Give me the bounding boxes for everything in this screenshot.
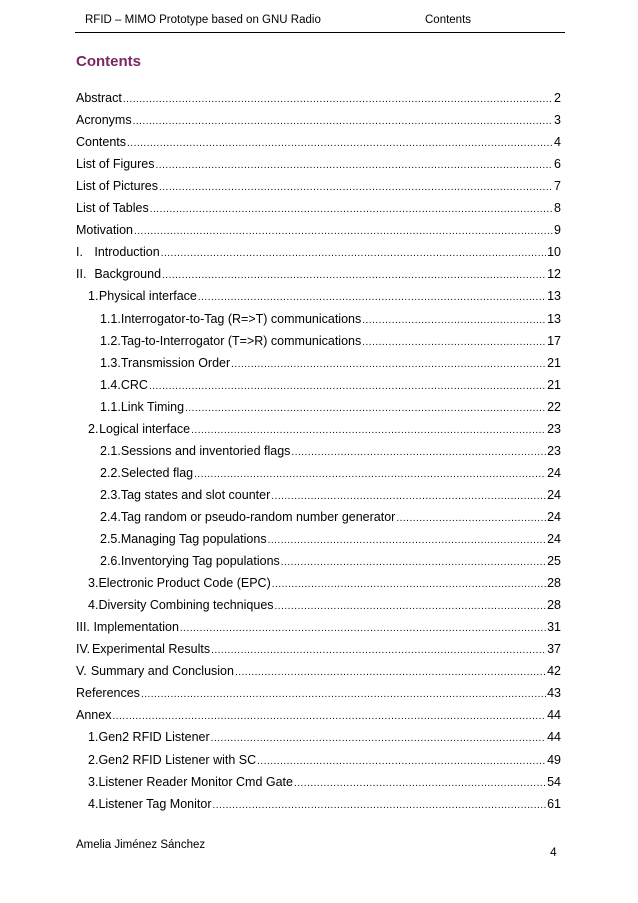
toc-entry-title: Acronyms [76,113,132,128]
toc-entry-page: 7 [554,179,561,194]
toc-entry-title: Implementation [93,620,179,635]
toc-entry-page: 28 [547,598,561,613]
toc-dot-leader [150,200,553,220]
toc-dot-leader [362,311,546,331]
toc-entry[interactable] [76,88,561,108]
toc-dot-leader [112,707,546,727]
toc-entry-page: 8 [554,201,561,216]
toc-entry-number: 1.3. [100,355,121,370]
toc-entry[interactable] [76,529,561,549]
toc-dot-leader [396,509,546,529]
toc-dot-leader [162,266,546,286]
toc-entry[interactable] [76,485,561,505]
toc-entry-page: 44 [547,708,561,723]
toc-entry-number: 3. [88,774,99,789]
toc-entry-title: Background [94,267,162,282]
toc-entry[interactable] [76,507,561,527]
toc-entry-number: II. [76,267,87,282]
toc-entry-page: 12 [547,267,561,282]
toc-dot-leader [194,465,546,485]
toc-dot-leader [123,90,553,110]
toc-entry-page: 44 [547,730,561,745]
toc-entry-title: Sessions and inventoried flags [120,443,291,458]
toc-entry-title: Electronic Product Code (EPC) [98,576,271,591]
toc-entry[interactable] [76,309,561,329]
toc-entry-title: Motivation [76,223,133,238]
toc-dot-leader [291,443,546,463]
toc-entry[interactable] [76,154,561,174]
toc-entry-page: 21 [547,377,561,392]
toc-entry[interactable] [76,419,561,439]
toc-entry-title: Contents [76,135,127,150]
toc-entry-title: Experimental Results [91,642,211,657]
header-document-title: RFID – MIMO Prototype based on GNU Radio [85,14,321,26]
toc-entry[interactable] [76,176,561,196]
toc-entry-title: Link Timing [120,399,185,414]
toc-entry-page: 31 [547,620,561,635]
toc-entry-number: 2. [88,421,99,436]
toc-entry-page: 49 [547,752,561,767]
toc-entry[interactable] [76,727,561,747]
toc-entry[interactable] [76,220,561,240]
footer-page-number: 4 [550,845,557,859]
toc-entry[interactable] [76,772,561,792]
toc-entry-title: Selected flag [120,465,194,480]
toc-entry[interactable] [76,353,561,373]
toc-entry-title: Gen2 RFID Listener [98,730,210,745]
toc-entry-page: 24 [547,509,561,524]
toc-entry-page: 24 [547,487,561,502]
toc-entry-page: 23 [547,443,561,458]
toc-dot-leader [257,752,546,772]
toc-entry-page: 24 [547,532,561,546]
toc-entry[interactable] [76,661,561,681]
toc-dot-leader [134,222,553,242]
toc-entry-title: Tag-to-Interrogator (T=>R) communications [120,333,362,348]
page-header [75,10,565,33]
toc-entry-title: Summary and Conclusion [90,664,234,679]
toc-entry-page: 43 [547,686,561,701]
toc-entry[interactable] [76,110,561,130]
toc-entry[interactable] [76,331,561,351]
toc-entry-title: Listener Tag Monitor [98,796,212,811]
toc-dot-leader [211,641,546,661]
toc-entry-title: Managing Tag populations [120,532,267,546]
toc-entry-number: III. [76,620,90,635]
toc-entry-title: References [76,686,140,701]
toc-entry-page: 28 [547,576,561,591]
toc-entry-page: 6 [554,157,561,172]
toc-entry[interactable] [76,639,561,659]
toc-entry-title: Annex [76,708,112,723]
toc-entry-number: 2.5. [100,532,121,546]
toc-dot-leader [141,685,546,705]
toc-entry-number: 2.4. [100,509,121,524]
toc-entry[interactable] [76,683,561,703]
toc-entry-number: 2.2. [100,465,121,480]
toc-entry[interactable] [76,750,561,770]
toc-dot-leader [149,377,546,397]
toc-entry[interactable] [76,705,561,725]
toc-dot-leader [294,774,546,794]
toc-entry-title: CRC [120,377,148,392]
toc-entry-title: Diversity Combining techniques [98,598,274,613]
toc-dot-leader [127,134,553,154]
toc-entry-page: 23 [547,421,561,436]
toc-entry-title: Logical interface [99,421,191,436]
toc-entry-number: I. [76,245,83,260]
toc-entry-title: Interrogator-to-Tag (R=>T) communications [120,311,362,326]
toc-entry-number: 1.1. [100,311,121,326]
toc-dot-leader [191,421,546,441]
toc-dot-leader [235,663,546,683]
toc-entry-title: List of Tables [76,201,149,216]
toc-entry[interactable] [76,397,561,417]
toc-entry-number: 2. [88,752,99,767]
toc-entry-page: 24 [547,465,561,480]
toc-entry-page: 25 [547,554,561,569]
toc-entry-title: Physical interface [98,289,197,304]
toc-entry[interactable] [76,551,561,571]
footer-author: Amelia Jiménez Sánchez [76,839,206,851]
toc-entry[interactable] [76,573,561,593]
toc-dot-leader [198,288,546,308]
toc-dot-leader [180,619,546,639]
page-title: Contents [76,53,141,70]
toc-dot-leader [185,399,546,419]
toc-entry-page: 3 [554,113,561,128]
toc-entry-title: Tag random or pseudo-random number generator [120,509,396,524]
toc-dot-leader [272,575,546,595]
toc-entry-page: 13 [547,311,561,326]
toc-entry[interactable] [76,463,561,483]
toc-dot-leader [133,112,553,132]
toc-entry-page: 54 [547,774,561,789]
toc-entry-page: 4 [554,135,561,150]
toc-entry-number: 2.3. [100,487,121,502]
toc-entry[interactable] [76,198,561,218]
toc-entry-number: 2.6. [100,554,121,569]
toc-entry[interactable] [76,132,561,152]
toc-entry-number: 2.1. [100,443,121,458]
toc-entry[interactable] [76,242,561,262]
header-section-name: Contents [425,14,472,26]
toc-entry-title: Abstract [76,91,122,105]
toc-dot-leader [275,597,547,617]
toc-dot-leader [362,333,546,353]
toc-entry-page: 37 [547,642,561,657]
toc-entry-page: 10 [547,245,561,260]
toc-dot-leader [212,796,546,816]
toc-entry-page: 61 [547,796,561,811]
toc-entry-page: 42 [547,664,561,679]
toc-entry[interactable] [76,595,561,615]
toc-entry-number: IV. [76,642,91,657]
toc-entry[interactable] [76,794,561,814]
toc-entry-number: 1. [88,730,99,745]
toc-dot-leader [281,553,546,573]
toc-dot-leader [268,531,547,551]
toc-entry[interactable] [76,617,561,637]
toc-entry-title: Listener Reader Monitor Cmd Gate [98,774,293,789]
toc-entry-number: 1.4. [100,377,121,392]
toc-entry[interactable] [76,375,561,395]
toc-entry-page: 13 [547,289,561,304]
toc-entry-page: 2 [554,91,561,105]
toc-entry-number: 1.1. [100,399,121,414]
toc-dot-leader [159,178,553,198]
toc-entry-page: 22 [547,399,561,414]
toc-entry[interactable] [76,286,561,306]
toc-entry-title: Gen2 RFID Listener with SC [98,752,257,767]
toc-entry-page: 17 [547,333,561,348]
toc-dot-leader [231,355,546,375]
toc-entry-title: List of Pictures [76,179,158,194]
toc-entry[interactable] [76,441,561,461]
toc-entry-title: Tag states and slot counter [120,487,271,502]
toc-dot-leader [211,729,546,749]
toc-entry-title: List of Figures [76,157,155,172]
toc-entry-number: 3. [88,576,99,591]
toc-entry[interactable] [76,264,561,284]
toc-entry-number: 1. [88,289,99,304]
toc-entry-number: 4. [88,796,99,811]
toc-entry-number: V. [76,664,87,679]
toc-entry-title: Introduction [94,245,160,260]
toc-entry-title: Inventorying Tag populations [120,554,280,569]
toc-entry-number: 4. [88,598,99,613]
toc-dot-leader [156,156,554,176]
toc-entry-page: 9 [554,223,561,238]
toc-entry-title: Transmission Order [120,355,231,370]
toc-entry-number: 1.2. [100,333,121,348]
toc-dot-leader [161,244,546,264]
toc-entry-page: 21 [547,355,561,370]
toc-dot-leader [271,487,546,507]
